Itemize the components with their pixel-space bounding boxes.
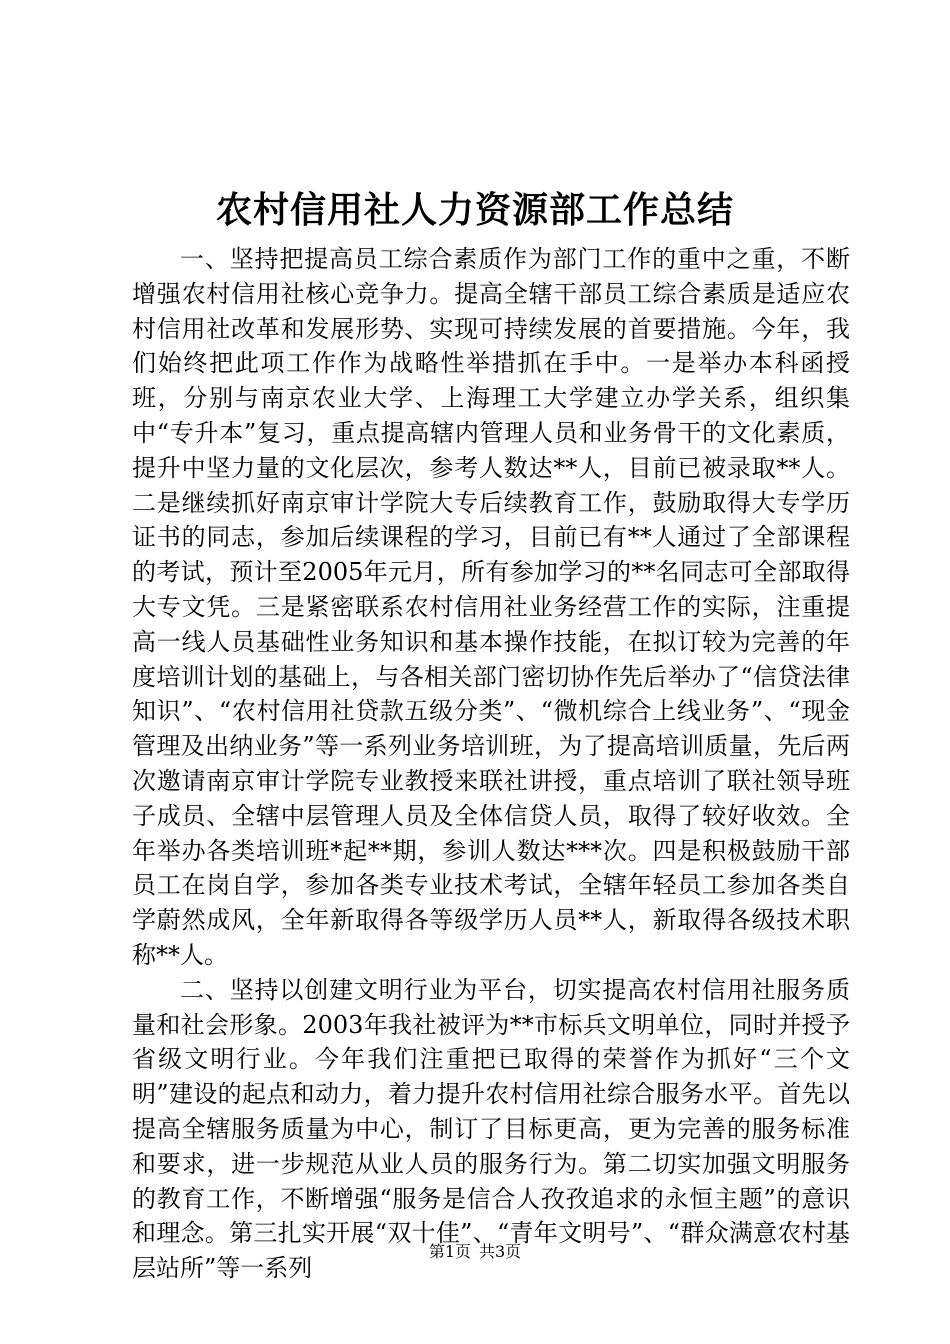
page-total: 共3页 <box>479 1242 522 1261</box>
document-body <box>132 242 850 1286</box>
paragraph-1: 一、坚持把提高员工综合素质作为部门工作的重中之重，不断增强农村信用社核心竞争力。提高全辖干部员工综合素质是适应农村信用社改革和发展形势、实现可持续发展的首要措施。今年，我们始终把此项工作作为战略性举措抓在手中。一是举办本科函授班，分别与南京农业大学、上海理工大学建立办学关系，组织集中“专升本”复习，重点提高辖内管理人员和业务骨干的文化素质，提升中坚力量的文化层次，参考人数达**人，目前已被录取**人。二是继续抓好南京审计学院大专后续教育工作，鼓励取得大专学历证书的同志，参加后续课程的学习，目前已有**人通过了全部课程的考试，预计至2005年元月，所有参加学习的**名同志可全部取得大专文凭。三是紧密联系农村信用社业务经营工作的实际，注重提高一线人员基础性业务知识和基本操作技能，在拟订较为完善的年度培训计划的基础上，与各相关部门密切协作先后举办了“信贷法律知识”、“农村信用社贷款五级分类”、“微机综合上线业务”、“现金管理及出纳业务”等一系列业务培训班，为了提高培训质量，先后两次邀请南京审计学院专业教授来联社讲授，重点培训了联社领导班子成员、全辖中层管理人员及全体信贷人员，取得了较好收效。全年举办各类培训班*起**期，参训人数达***次。四是积极鼓励干部员工在岗自学，参加各类专业技术考试，全辖年轻员工参加各类自学蔚然成风，全年新取得各等级学历人员**人，新取得各级技术职称**人。 <box>132 245 850 969</box>
page-footer <box>0 1240 950 1264</box>
document-title: 农村信用社人力资源部工作总结 <box>215 189 734 231</box>
page-number: 第1页 <box>428 1242 471 1261</box>
paragraph-2: 二、坚持以创建文明行业为平台，切实提高农村信用社服务质量和社会形象。2003年我社被评为**市标兵文明单位，同时并授予省级文明行业。今年我们注重把已取得的荣誉作为抓好“三个文明”建设的起点和动力，着力提升农村信用社综合服务水平。首先以提高全辖服务质量为中心，制订了目标更高，更为完善的服务标准和要求，进一步规范从业人员的服务行为。第二切实加强文明服务的教育工作，不断增强“服务是信合人孜孜追求的永恒主题”的意识和理念。第三扎实开展“双十佳”、“青年文明号”、“群众满意农村基层站所”等一系列 <box>132 975 850 1283</box>
